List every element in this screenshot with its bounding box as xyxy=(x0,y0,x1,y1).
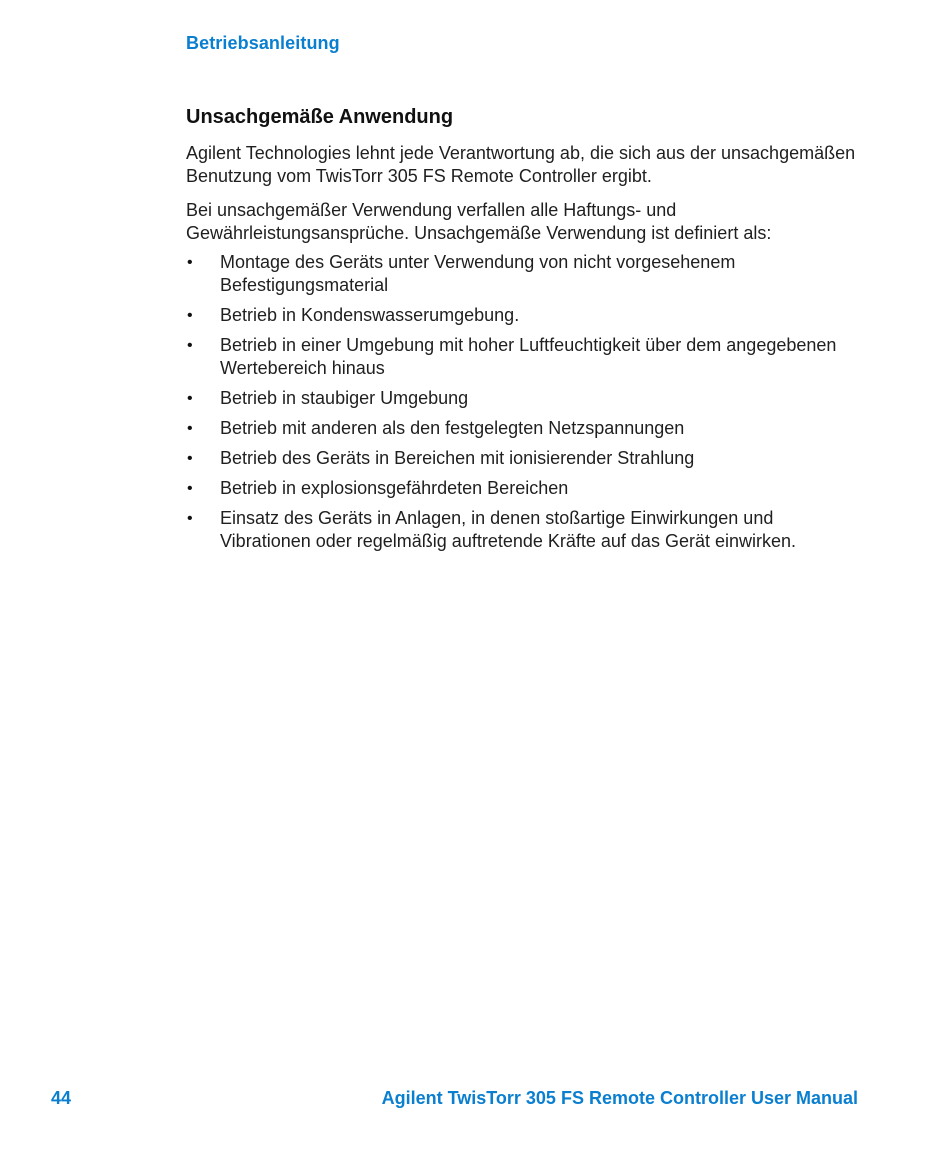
list-item-text: Betrieb in Kondenswasserumgebung. xyxy=(220,305,520,325)
list-item xyxy=(186,387,866,410)
list-item xyxy=(186,251,866,297)
list-item xyxy=(186,477,866,500)
bullet-icon: • xyxy=(187,254,193,271)
list-item xyxy=(186,507,866,553)
bullet-icon: • xyxy=(187,450,193,467)
bullet-icon: • xyxy=(187,480,193,497)
running-header: Betriebsanleitung xyxy=(186,33,340,53)
list-item xyxy=(186,417,866,440)
bullet-icon: • xyxy=(187,390,193,407)
list-item-text: Betrieb in staubiger Umgebung xyxy=(220,388,469,408)
list-item-text: Betrieb in explosionsgefährdeten Bereichen xyxy=(220,478,569,498)
main-content xyxy=(186,103,866,560)
page-number: 44 xyxy=(51,1088,72,1108)
paragraph-misuse-definition: Bei unsachgemäßer Verwendung verfallen alle Haftungs- und Gewährleistungsansprüche. Unsachgemäße Verwendung ist definiert als: xyxy=(186,200,772,243)
paragraph-liability: Agilent Technologies lehnt jede Verantwortung ab, die sich aus der unsachgemäßen Benutzung vom TwisTorr 305 FS Remote Controller ergibt. xyxy=(186,143,856,186)
list-item xyxy=(186,304,866,327)
list-item-text: Einsatz des Geräts in Anlagen, in denen stoßartige Einwirkungen und Vibrationen oder regelmäßig auftretende Kräfte auf das Gerät einwirken. xyxy=(220,508,796,551)
manual-title: Agilent TwisTorr 305 FS Remote Controller User Manual xyxy=(381,1088,858,1108)
list-item-text: Montage des Geräts unter Verwendung von nicht vorgesehenem Befestigungsmaterial xyxy=(220,252,736,295)
bullet-icon: • xyxy=(187,510,193,527)
section-title: Unsachgemäße Anwendung xyxy=(186,106,454,128)
bullet-icon: • xyxy=(187,337,193,354)
list-item-text: Betrieb in einer Umgebung mit hoher Luftfeuchtigkeit über dem angegebenen Wertebereich hinaus xyxy=(220,335,837,378)
list-item-text: Betrieb mit anderen als den festgelegten Netzspannungen xyxy=(220,418,685,438)
bullet-icon: • xyxy=(187,420,193,437)
list-item xyxy=(186,334,866,380)
list-item xyxy=(186,447,866,470)
misuse-list xyxy=(186,251,866,553)
bullet-icon: • xyxy=(187,307,193,324)
list-item-text: Betrieb des Geräts in Bereichen mit ionisierender Strahlung xyxy=(220,448,695,468)
